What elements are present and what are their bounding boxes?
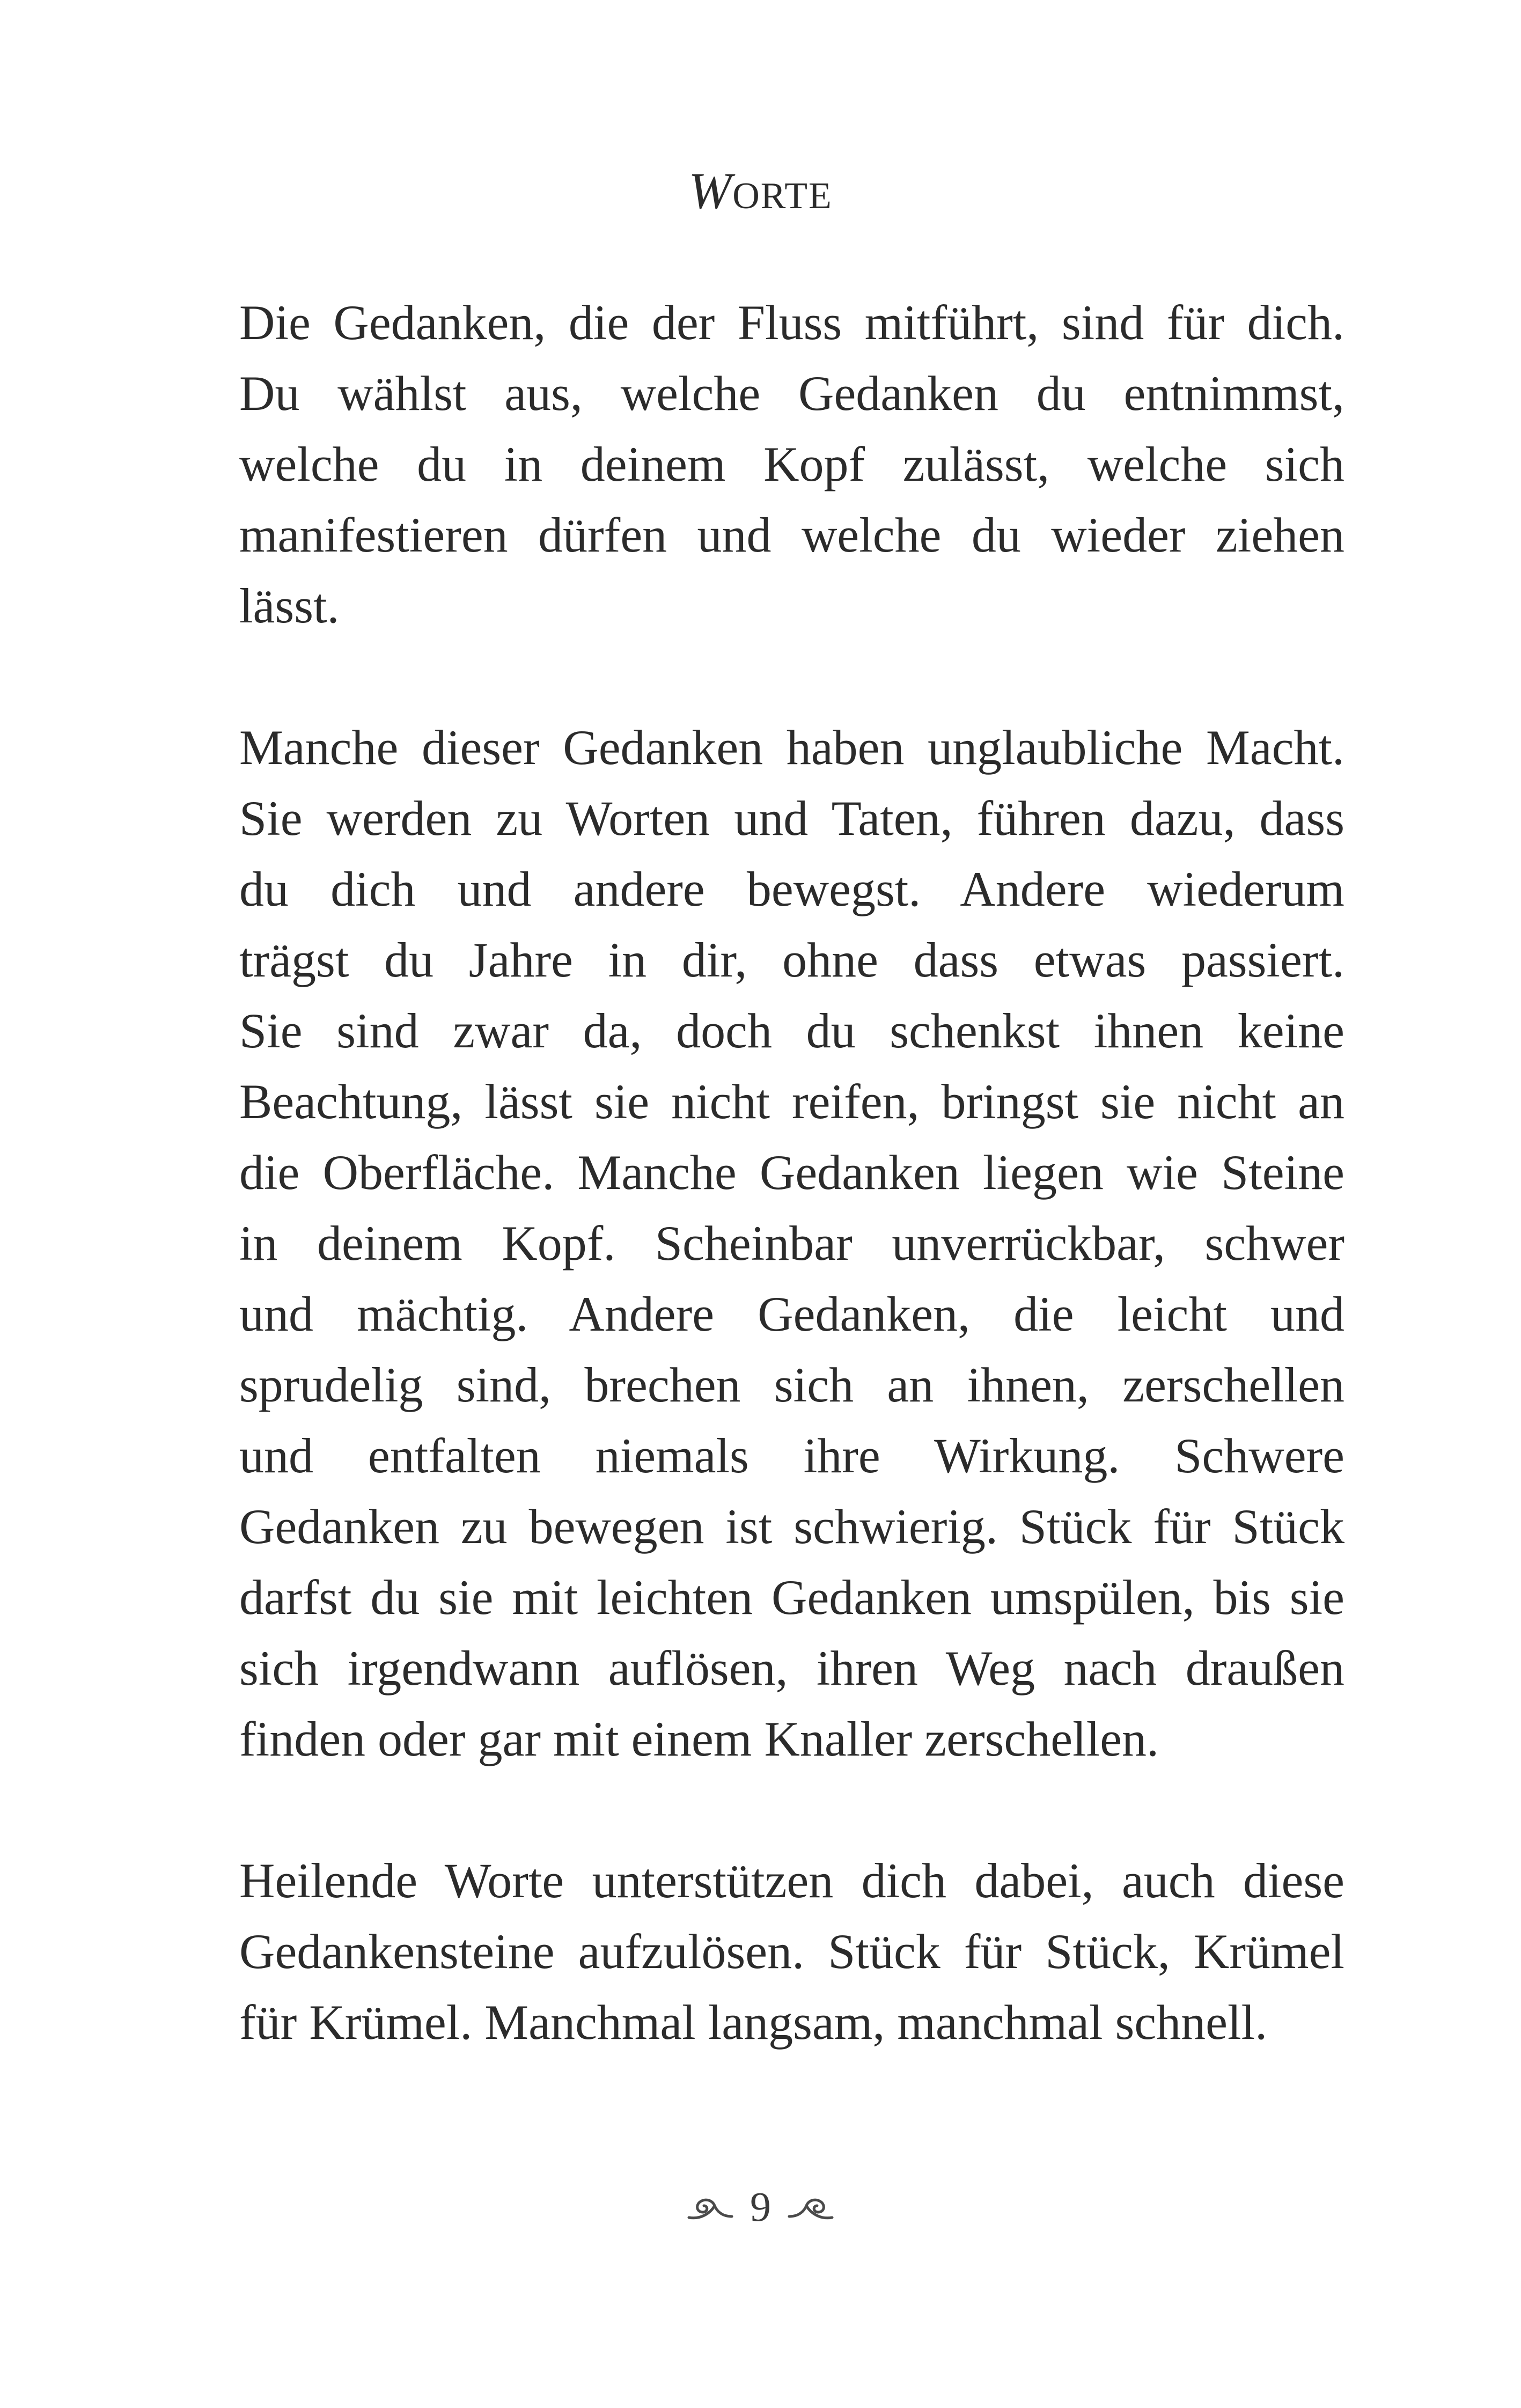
running-head-initial: W (688, 162, 733, 219)
paragraph-1 (239, 287, 1344, 641)
text-line: und mächtig. Andere Gedanken, die leicht und (239, 1287, 1344, 1341)
text-line: welche du in deinem Kopf zulässt, welche sich (239, 437, 1344, 491)
text-line: Beachtung, lässt sie nicht reifen, bringst sie nicht an (239, 1074, 1344, 1129)
text-line: Gedanken zu bewegen ist schwierig. Stück für Stück (239, 1499, 1344, 1554)
text-line: Du wählst aus, welche Gedanken du entnimmst, (239, 366, 1344, 421)
text-line: Die Gedanken, die der Fluss mitführt, sind für dich. (239, 295, 1344, 350)
text-line: Gedankensteine aufzulösen. Stück für Stück, Krümel (239, 1924, 1344, 1979)
fleuron-left-icon (685, 2186, 736, 2227)
text-line: in deinem Kopf. Scheinbar unverrückbar, schwer (239, 1216, 1344, 1271)
text-line: die Oberfläche. Manche Gedanken liegen wie Steine (239, 1145, 1344, 1200)
text-line: darfst du sie mit leichten Gedanken umspülen, bis sie (239, 1570, 1344, 1625)
text-line: du dich und andere bewegst. Andere wiederum (239, 862, 1344, 916)
text-line: sich irgendwann auflösen, ihren Weg nach draußen (239, 1641, 1344, 1695)
running-head-rest: ORTE (732, 175, 833, 217)
text-line: lässt. (239, 578, 340, 633)
page-number: 9 (750, 2183, 771, 2230)
running-head (0, 161, 1521, 221)
paragraph-2 (239, 712, 1344, 1774)
text-line: finden oder gar mit einem Knaller zerschellen. (239, 1712, 1159, 1766)
text-line: Heilende Worte unterstützen dich dabei, auch diese (239, 1853, 1344, 1908)
text-line: sprudelig sind, brechen sich an ihnen, zerschellen (239, 1357, 1344, 1412)
text-line: und entfalten niemals ihre Wirkung. Schwere (239, 1428, 1344, 1483)
text-line: manifestieren dürfen und welche du wieder ziehen (239, 508, 1344, 562)
body-text (239, 287, 1344, 2128)
folio (0, 2178, 1521, 2231)
text-line: Sie sind zwar da, doch du schenkst ihnen keine (239, 1003, 1344, 1058)
text-line: für Krümel. Manchmal langsam, manchmal schnell. (239, 1995, 1268, 2050)
text-line: Sie werden zu Worten und Taten, führen dazu, dass (239, 791, 1344, 846)
paragraph-3 (239, 1845, 1344, 2058)
text-line: Manche dieser Gedanken haben unglaubliche Macht. (239, 720, 1344, 775)
fleuron-right-icon (785, 2186, 836, 2227)
text-line: trägst du Jahre in dir, ohne dass etwas passiert. (239, 933, 1344, 987)
